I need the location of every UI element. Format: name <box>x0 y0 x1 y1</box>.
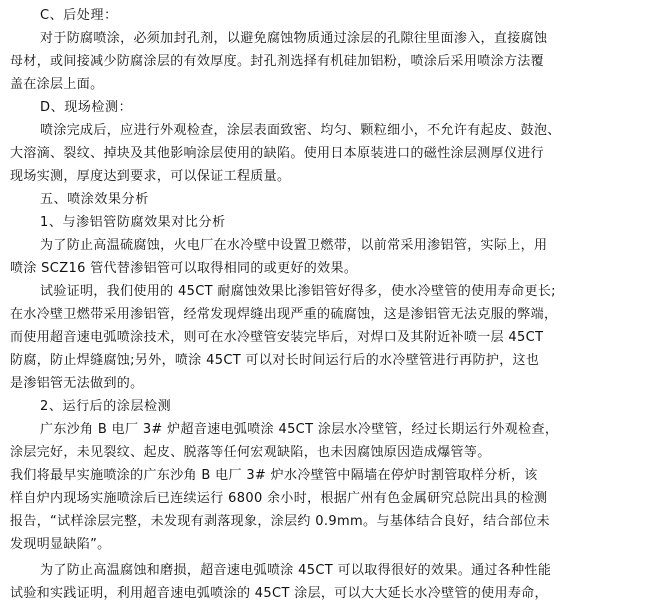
paragraph-line: 为了防止高温硫腐蚀，火电厂在水冷壁中设置卫燃带，以前常采用渗铝管，实际上，用 <box>40 238 548 253</box>
paragraph-line: 报告，“试样涂层完整，未发现有剥落现象，涂层约 0.9mm。与基体结合良好，结合部位未 <box>10 514 550 529</box>
paragraph-line: 喷涂 SCZ16 管代替渗铝管可以取得相同的或更好的效果。 <box>10 261 358 276</box>
paragraph-line: 样自炉内现场实施喷涂后已连续运行 6800 余小时，根据广州有色金属研究总院出具的检测 <box>10 491 548 506</box>
paragraph-line: 喷涂完成后，应进行外观检查，涂层表面致密、均匀、颗粒细小，不允许有起皮、鼓泡、 <box>40 123 561 138</box>
paragraph-line: 为了防止高温腐蚀和磨损，超音速电弧喷涂 45CT 可以取得很好的效果。通过各种性能 <box>40 563 552 578</box>
heading-coating-inspection-after-operation: 2、运行后的涂层检测 <box>40 399 172 414</box>
heading-spray-effect-analysis: 五、喷涂效果分析 <box>40 192 149 207</box>
heading-site-inspection: D、现场检测： <box>40 100 133 115</box>
paragraph-line: 盖在涂层上面。 <box>10 77 104 92</box>
paragraph-line: 母材，或间接减少防腐涂层的有效厚度。封孔剂选择有机硅加铝粉，喷涂后采用喷涂方法覆 <box>10 54 545 69</box>
paragraph-line: 而使用超音速电弧喷涂技术，则可在水冷壁管安装完毕后，对焊口及其附近补喷一层 45CT <box>10 330 544 345</box>
paragraph-line: 发现明显缺陷”。 <box>10 537 111 552</box>
paragraph-line: 现场实测，厚度达到要求，可以保证工程质量。 <box>10 169 291 184</box>
paragraph-line: 对于防腐喷涂，必须加封孔剂，以避免腐蚀物质通过涂层的孔隙往里面渗入，直接腐蚀 <box>40 31 548 46</box>
heading-post-treatment: C、后处理： <box>40 8 118 23</box>
paragraph-line: 防腐，防止焊缝腐蚀;另外，喷涂 45CT 可以对长时间运行后的水冷壁管进行再防护，这也 <box>10 353 540 368</box>
paragraph-line: 是渗铝管无法做到的。 <box>10 376 144 391</box>
heading-comparison-aluminized-tube: 1、与渗铝管防腐效果对比分析 <box>40 215 226 230</box>
paragraph-line: 试验证明，我们使用的 45CT 耐腐蚀效果比渗铝管好得多，使水冷壁管的使用寿命更长; <box>40 284 556 299</box>
paragraph-line: 我们将最早实施喷涂的广东沙角 B 电厂 3# 炉水冷壁管中隔墙在停炉时割管取样分析，该 <box>10 468 538 483</box>
paragraph-line: 广东沙角 B 电厂 3# 炉超音速电弧喷涂 45CT 涂层水冷壁管，经过长期运行外观检查， <box>40 422 559 437</box>
paragraph-line: 大溶滴、裂纹、掉块及其他影响涂层使用的缺陷。使用日本原装进口的磁性涂层测厚仪进行 <box>10 146 545 161</box>
paragraph-line: 涂层完好，未见裂纹、起皮、脱落等任何宏观缺陷，也未因腐蚀原因造成爆管等。 <box>10 445 491 460</box>
paragraph-line: 试验和实践证明，利用超音速电弧喷涂的 45CT 涂层，可以大大延长水冷壁管的使用寿命， <box>10 586 548 601</box>
paragraph-line: 在水冷壁卫燃带采用渗铝管，经常发现焊缝出现严重的硫腐蚀，这是渗铝管无法克服的弊端， <box>10 307 558 322</box>
